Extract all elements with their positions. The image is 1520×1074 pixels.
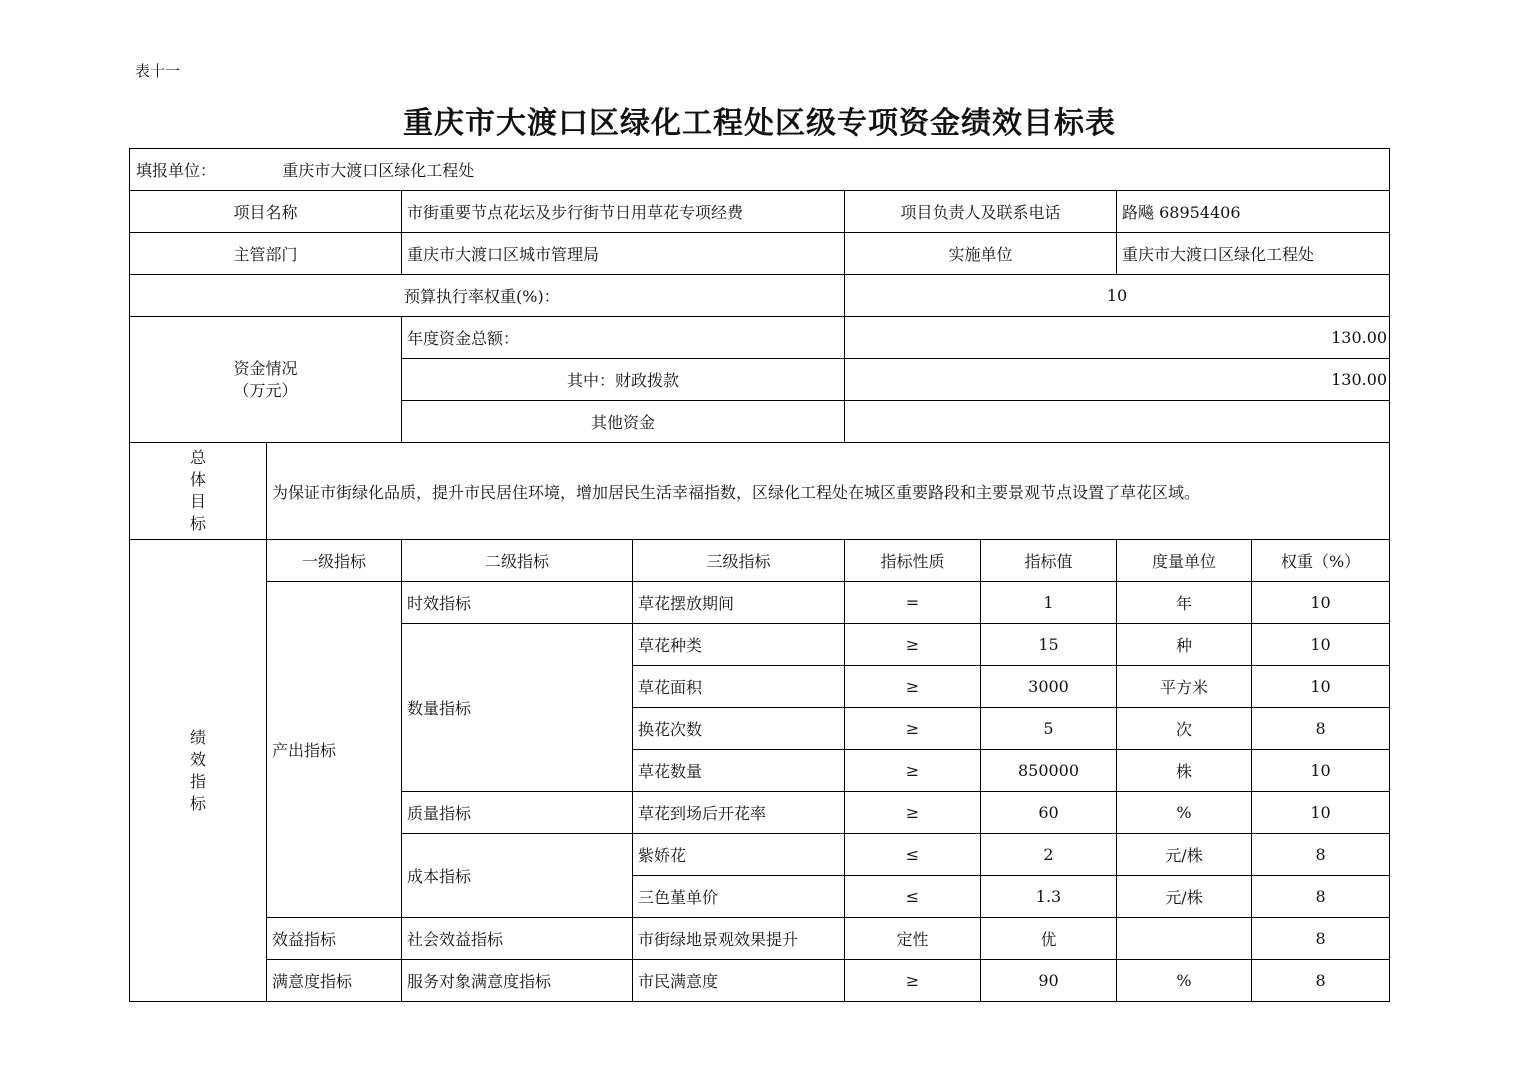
table-number-label: 表十一 (135, 62, 181, 80)
l3-cell: 草花种类 (633, 624, 845, 666)
value-cell: 850000 (981, 750, 1117, 792)
overall-goal-text: 为保证市街绿化品质，提升市民居住环境，增加居民生活幸福指数，区绿化工程处在城区重要路段和主要景观节点设置了草花区域。 (267, 443, 1390, 540)
weight-cell: 8 (1252, 960, 1390, 1002)
weight-cell: 8 (1252, 708, 1390, 750)
impl-value: 重庆市大渡口区绿化工程处 (1117, 233, 1390, 275)
weight-cell: 10 (1252, 624, 1390, 666)
value-cell: 3000 (981, 666, 1117, 708)
contact-value: 路飚 68954406 (1117, 191, 1390, 233)
funds-label-line2: （万元） (233, 380, 298, 400)
l2-quantity: 数量指标 (402, 624, 633, 792)
table-row (130, 582, 1390, 624)
l3-cell: 草花面积 (633, 666, 845, 708)
value-cell: 15 (981, 624, 1117, 666)
col-header-unit: 度量单位 (1117, 540, 1252, 582)
unit-cell: % (1117, 960, 1252, 1002)
unit-cell: 元/株 (1117, 834, 1252, 876)
nature-cell: ≤ (845, 834, 981, 876)
l2-timeliness: 时效指标 (402, 582, 633, 624)
project-name-value: 市街重要节点花坛及步行街节日用草花专项经费 (402, 191, 845, 233)
value-cell: 1 (981, 582, 1117, 624)
weight-cell: 10 (1252, 792, 1390, 834)
weight-cell: 10 (1252, 750, 1390, 792)
filler-row (130, 149, 1390, 191)
l1-satisfaction: 满意度指标 (267, 960, 402, 1002)
value-cell: 1.3 (981, 876, 1117, 918)
nature-cell: ≥ (845, 960, 981, 1002)
weight-cell: 8 (1252, 918, 1390, 960)
unit-cell: 元/株 (1117, 876, 1252, 918)
weight-cell: 8 (1252, 834, 1390, 876)
table-row (130, 918, 1390, 960)
l3-cell: 草花摆放期间 (633, 582, 845, 624)
l3-cell: 草花数量 (633, 750, 845, 792)
budget-weight-label: 预算执行率权重(%)： (130, 275, 845, 317)
value-cell: 优 (981, 918, 1117, 960)
nature-cell: ≤ (845, 876, 981, 918)
unit-cell (1117, 918, 1252, 960)
col-header-l2: 二级指标 (402, 540, 633, 582)
perf-indicator-label: 绩 效 指 标 (130, 540, 267, 1002)
table-row (130, 960, 1390, 1002)
overall-goal-label: 总 体 目 标 (130, 443, 267, 540)
filler-label: 填报单位： (136, 161, 217, 180)
fiscal-funds-label: 其中：财政拨款 (402, 359, 845, 401)
unit-cell: 种 (1117, 624, 1252, 666)
funds-label (130, 317, 402, 443)
unit-cell: 年 (1117, 582, 1252, 624)
value-cell: 2 (981, 834, 1117, 876)
project-name-label: 项目名称 (130, 191, 402, 233)
l2-quality: 质量指标 (402, 792, 633, 834)
nature-cell: ≥ (845, 750, 981, 792)
dept-value: 重庆市大渡口区城市管理局 (402, 233, 845, 275)
performance-table (129, 148, 1390, 1002)
l2-social: 社会效益指标 (402, 918, 633, 960)
impl-label: 实施单位 (845, 233, 1117, 275)
fiscal-funds-value: 130.00 (845, 359, 1390, 401)
l3-cell: 换花次数 (633, 708, 845, 750)
unit-cell: % (1117, 792, 1252, 834)
unit-cell: 次 (1117, 708, 1252, 750)
nature-cell: ≥ (845, 666, 981, 708)
l2-service: 服务对象满意度指标 (402, 960, 633, 1002)
nature-cell: ≥ (845, 708, 981, 750)
unit-cell: 株 (1117, 750, 1252, 792)
col-header-weight: 权重（%） (1252, 540, 1390, 582)
l3-cell: 三色堇单价 (633, 876, 845, 918)
unit-cell: 平方米 (1117, 666, 1252, 708)
l3-cell: 紫娇花 (633, 834, 845, 876)
total-funds-value: 130.00 (845, 317, 1390, 359)
weight-cell: 8 (1252, 876, 1390, 918)
l3-cell: 市街绿地景观效果提升 (633, 918, 845, 960)
col-header-value: 指标值 (981, 540, 1117, 582)
weight-cell: 10 (1252, 582, 1390, 624)
col-header-l1: 一级指标 (267, 540, 402, 582)
col-header-l3: 三级指标 (633, 540, 845, 582)
value-cell: 60 (981, 792, 1117, 834)
value-cell: 5 (981, 708, 1117, 750)
col-header-nature: 指标性质 (845, 540, 981, 582)
weight-cell: 10 (1252, 666, 1390, 708)
nature-cell: ≥ (845, 624, 981, 666)
page-title: 重庆市大渡口区绿化工程处区级专项资金绩效目标表 (403, 106, 1116, 141)
l1-output: 产出指标 (267, 582, 402, 918)
dept-label: 主管部门 (130, 233, 402, 275)
l2-cost: 成本指标 (402, 834, 633, 918)
nature-cell: 定性 (845, 918, 981, 960)
other-funds-label: 其他资金 (402, 401, 845, 443)
contact-label: 项目负责人及联系电话 (845, 191, 1117, 233)
total-funds-label: 年度资金总额： (402, 317, 845, 359)
funds-label-line1: 资金情况 (233, 358, 298, 378)
nature-cell: ≥ (845, 792, 981, 834)
other-funds-value (845, 401, 1390, 443)
l1-benefit: 效益指标 (267, 918, 402, 960)
filler-value: 重庆市大渡口区绿化工程处 (282, 161, 475, 180)
value-cell: 90 (981, 960, 1117, 1002)
l3-cell: 草花到场后开花率 (633, 792, 845, 834)
l3-cell: 市民满意度 (633, 960, 845, 1002)
nature-cell: = (845, 582, 981, 624)
budget-weight-value: 10 (845, 275, 1390, 317)
